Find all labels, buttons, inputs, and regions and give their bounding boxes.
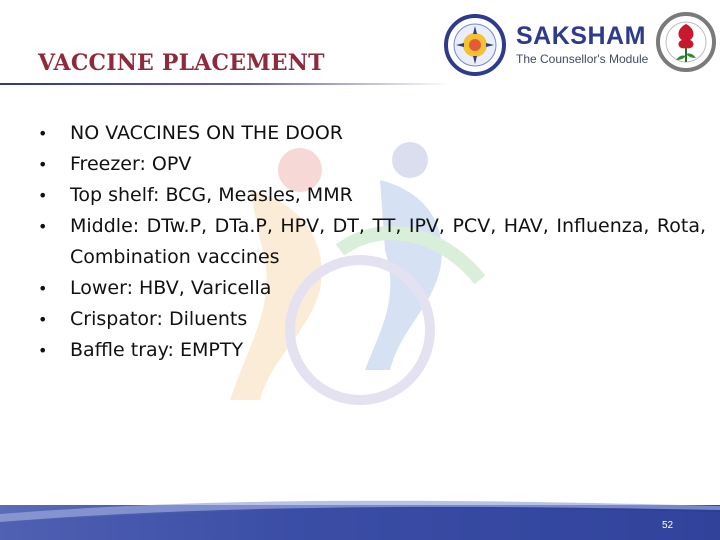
title-underline	[0, 83, 450, 85]
bullet-text: Freezer: OPV	[70, 153, 192, 175]
bullet-text: Lower: HBV, Varicella	[70, 277, 272, 299]
bullet-text: NO VACCINES ON THE DOOR	[70, 122, 343, 144]
bullet-dot: •	[38, 341, 48, 360]
bullet-dot: •	[38, 186, 48, 205]
bullet-text: Crispator: Diluents	[70, 308, 248, 330]
list-item	[0, 304, 720, 335]
bullet-text: Middle: DTw.P, DTa.P, HPV, DT, TT, IPV, PCV, HAV, Influenza, Rota, Combination vaccines	[70, 215, 706, 268]
list-item	[0, 335, 720, 366]
bullet-text: Baffle tray: EMPTY	[70, 339, 244, 361]
brand-subtitle: The Counsellor's Module	[516, 52, 649, 66]
bullet-text: Top shelf: BCG, Measles, MMR	[70, 184, 353, 206]
bullet-list	[0, 118, 720, 366]
list-item	[0, 118, 720, 149]
bullet-dot: •	[38, 124, 48, 143]
slide-title: VACCINE PLACEMENT	[38, 50, 325, 76]
footer-swoosh	[0, 492, 720, 540]
list-item	[0, 273, 720, 304]
bullet-dot: •	[38, 217, 48, 236]
bullet-dot: •	[38, 279, 48, 298]
bullet-dot: •	[38, 310, 48, 329]
page-number: 52	[662, 520, 674, 531]
bullet-dot: •	[38, 155, 48, 174]
list-item	[0, 149, 720, 180]
rose-emblem-icon	[654, 10, 718, 74]
list-item	[0, 180, 720, 211]
saksham-emblem-icon	[444, 14, 506, 76]
list-item	[0, 211, 720, 273]
brand-name: SAKSHAM	[516, 22, 646, 50]
